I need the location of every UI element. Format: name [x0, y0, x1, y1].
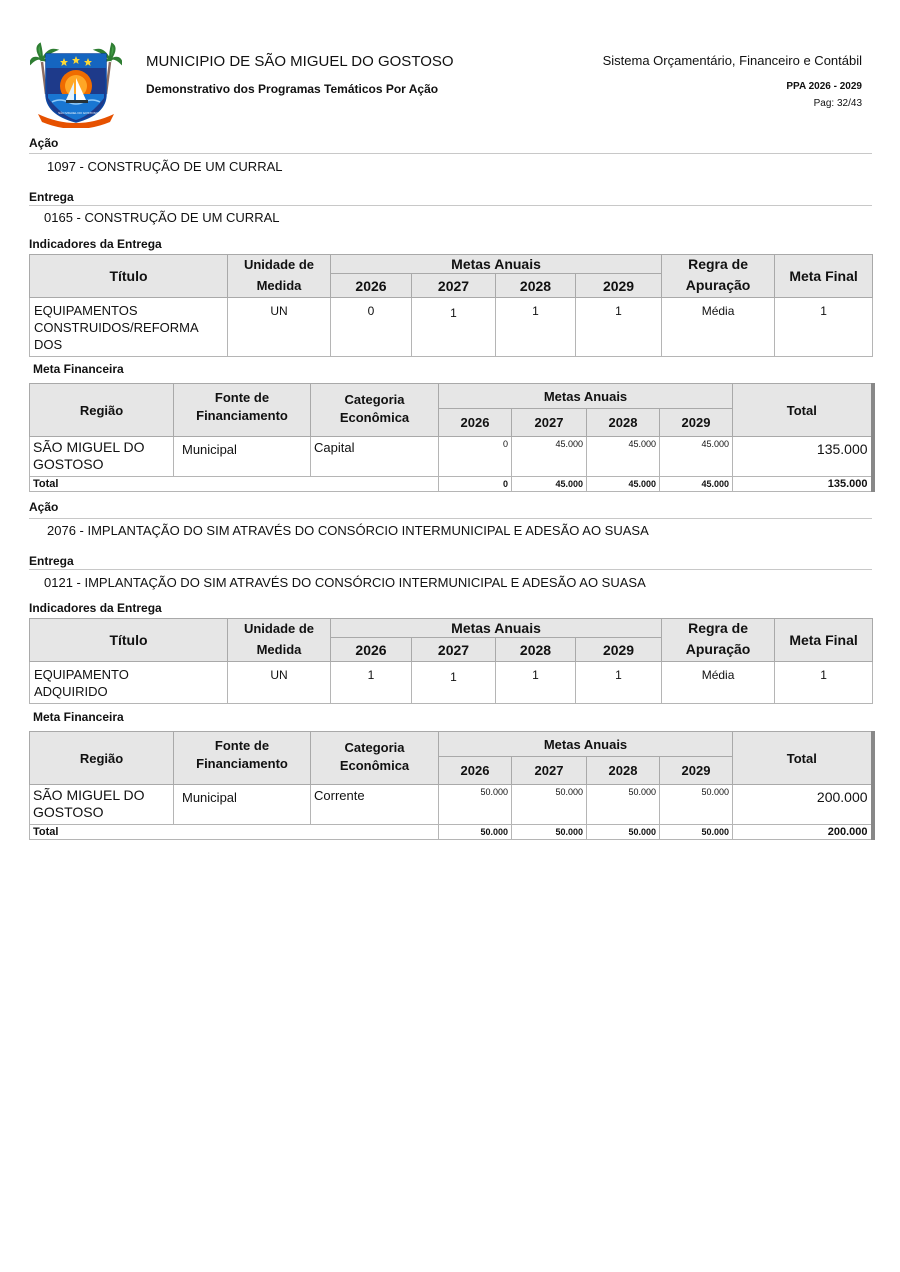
col-year-2026: 2026 — [331, 638, 412, 662]
totals-label: Total — [30, 825, 439, 840]
totals-2029: 45.000 — [660, 477, 733, 492]
table-row — [30, 785, 873, 825]
col-year-2026: 2026 — [439, 409, 512, 437]
finance-table — [29, 383, 875, 492]
col-metas-anuais: Metas Anuais — [331, 255, 662, 274]
col-year-2026: 2026 — [439, 757, 512, 785]
indicadores-label: Indicadores da Entrega — [29, 237, 162, 251]
col-year-2028: 2028 — [496, 638, 576, 662]
col-fonte-l1: Fonte de — [214, 390, 270, 405]
regiao-line: GOSTOSO — [33, 804, 104, 820]
col-total: Total — [733, 732, 873, 785]
titulo-line: DOS — [34, 337, 63, 352]
indicator-meta-2026: 1 — [331, 662, 412, 704]
totals-total: 135.000 — [733, 477, 873, 492]
totals-2028: 50.000 — [587, 825, 660, 840]
totals-2028: 45.000 — [587, 477, 660, 492]
divider — [29, 153, 872, 154]
entrega-label: Entrega — [29, 554, 74, 568]
finance-value-2029: 50.000 — [660, 785, 733, 825]
col-year-2027: 2027 — [512, 757, 587, 785]
totals-row — [30, 825, 873, 840]
indicator-titulo — [30, 662, 228, 704]
entrega-value: 0165 - CONSTRUÇÃO DE UM CURRAL — [44, 210, 280, 225]
titulo-line: EQUIPAMENTO — [34, 667, 129, 682]
municipal-seal-logo — [30, 42, 122, 128]
col-regiao: Região — [30, 384, 174, 437]
col-categoria — [311, 384, 439, 437]
acao-value: 1097 - CONSTRUÇÃO DE UM CURRAL — [47, 159, 283, 174]
finance-value-2026: 0 — [439, 437, 512, 477]
finance-total: 200.000 — [733, 785, 873, 825]
entrega-label: Entrega — [29, 190, 74, 204]
finance-value-2028: 50.000 — [587, 785, 660, 825]
finance-categoria: Corrente — [311, 785, 439, 825]
indicator-meta-final: 1 — [775, 662, 873, 704]
col-categoria-l2: Econômica — [339, 410, 410, 425]
acao-value: 2076 - IMPLANTAÇÃO DO SIM ATRAVÉS DO CONSÓRCIO INTERMUNICIPAL E ADESÃO AO SUASA — [47, 523, 649, 538]
indicator-meta-2029: 1 — [576, 662, 662, 704]
col-meta-final: Meta Final — [775, 255, 873, 298]
finance-categoria: Capital — [311, 437, 439, 477]
report-title: Demonstrativo dos Programas Temáticos Por Ação — [146, 82, 439, 96]
indicator-unidade: UN — [228, 298, 331, 357]
municipality-name: MUNICIPIO DE SÃO MIGUEL DO GOSTOSO — [146, 53, 454, 70]
indicator-meta-2028: 1 — [496, 298, 576, 357]
indicator-meta-2027: 1 — [412, 662, 496, 704]
finance-total: 135.000 — [733, 437, 873, 477]
finance-table — [29, 731, 875, 840]
ppa-period: PPA 2026 - 2029 — [786, 81, 862, 92]
acao-label: Ação — [29, 136, 59, 150]
col-fonte — [174, 732, 311, 785]
totals-2027: 50.000 — [512, 825, 587, 840]
col-regra-l2: Apuração — [662, 274, 775, 298]
finance-fonte: Municipal — [174, 437, 311, 477]
finance-value-2027: 45.000 — [512, 437, 587, 477]
col-year-2028: 2028 — [496, 274, 576, 298]
col-fonte-l2: Financiamento — [196, 408, 288, 423]
entrega-value: 0121 - IMPLANTAÇÃO DO SIM ATRAVÉS DO CONSÓRCIO INTERMUNICIPAL E ADESÃO AO SUASA — [44, 575, 646, 590]
totals-2029: 50.000 — [660, 825, 733, 840]
table-row — [30, 662, 873, 704]
table-row — [30, 298, 873, 357]
col-metas-anuais: Metas Anuais — [439, 384, 733, 409]
finance-value-2026: 50.000 — [439, 785, 512, 825]
indicator-table — [29, 254, 873, 357]
col-regra-l1: Regra de — [662, 619, 775, 638]
system-name: Sistema Orçamentário, Financeiro e Contábil — [602, 53, 862, 68]
col-year-2026: 2026 — [331, 274, 412, 298]
indicator-meta-2028: 1 — [496, 662, 576, 704]
indicator-table — [29, 618, 873, 704]
col-year-2029: 2029 — [660, 409, 733, 437]
indicator-unidade: UN — [228, 662, 331, 704]
col-regra-l2: Apuração — [662, 638, 775, 662]
col-year-2027: 2027 — [412, 638, 496, 662]
titulo-line: ADQUIRIDO — [34, 684, 108, 699]
acao-label: Ação — [29, 500, 59, 514]
meta-financeira-label: Meta Financeira — [33, 362, 124, 376]
col-meta-final: Meta Final — [775, 619, 873, 662]
finance-value-2027: 50.000 — [512, 785, 587, 825]
meta-financeira-label: Meta Financeira — [33, 710, 124, 724]
col-regra-l1: Regra de — [662, 255, 775, 274]
col-titulo: Título — [30, 255, 228, 298]
finance-fonte: Municipal — [174, 785, 311, 825]
col-fonte-l2: Financiamento — [196, 756, 288, 771]
col-year-2028: 2028 — [587, 409, 660, 437]
col-categoria-l2: Econômica — [339, 758, 410, 773]
col-titulo: Título — [30, 619, 228, 662]
regiao-line: SÃO MIGUEL DO — [33, 787, 145, 803]
regiao-line: SÃO MIGUEL DO — [33, 439, 145, 455]
col-regiao: Região — [30, 732, 174, 785]
col-unidade-l2: Medida — [228, 274, 331, 298]
col-unidade-l1: Unidade de — [228, 619, 331, 638]
titulo-line: CONSTRUIDOS/REFORMA — [34, 320, 199, 335]
totals-2027: 45.000 — [512, 477, 587, 492]
col-total: Total — [733, 384, 873, 437]
divider — [29, 205, 872, 206]
finance-regiao — [30, 785, 174, 825]
totals-total: 200.000 — [733, 825, 873, 840]
finance-value-2029: 45.000 — [660, 437, 733, 477]
finance-regiao — [30, 437, 174, 477]
col-year-2029: 2029 — [576, 274, 662, 298]
table-row — [30, 437, 873, 477]
col-fonte-l1: Fonte de — [214, 738, 270, 753]
totals-2026: 0 — [439, 477, 512, 492]
divider — [29, 518, 872, 519]
col-categoria-l1: Categoria — [344, 392, 405, 407]
indicadores-label: Indicadores da Entrega — [29, 601, 162, 615]
col-year-2029: 2029 — [660, 757, 733, 785]
totals-label: Total — [30, 477, 439, 492]
indicator-meta-final: 1 — [775, 298, 873, 357]
col-year-2028: 2028 — [587, 757, 660, 785]
col-categoria-l1: Categoria — [344, 740, 405, 755]
totals-row — [30, 477, 873, 492]
titulo-line: EQUIPAMENTOS — [34, 303, 138, 318]
finance-value-2028: 45.000 — [587, 437, 660, 477]
col-unidade-l1: Unidade de — [228, 255, 331, 274]
indicator-regra: Média — [662, 298, 775, 357]
col-unidade-l2: Medida — [228, 638, 331, 662]
seal-text: SÃO MIGUEL DO GOSTOSO — [58, 111, 98, 115]
col-year-2027: 2027 — [512, 409, 587, 437]
col-metas-anuais: Metas Anuais — [439, 732, 733, 757]
indicator-regra: Média — [662, 662, 775, 704]
totals-2026: 50.000 — [439, 825, 512, 840]
indicator-meta-2026: 0 — [331, 298, 412, 357]
indicator-titulo — [30, 298, 228, 357]
page-number: Pag: 32/43 — [813, 98, 862, 109]
regiao-line: GOSTOSO — [33, 456, 104, 472]
col-year-2029: 2029 — [576, 638, 662, 662]
col-fonte — [174, 384, 311, 437]
indicator-meta-2029: 1 — [576, 298, 662, 357]
col-metas-anuais: Metas Anuais — [331, 619, 662, 638]
divider — [29, 569, 872, 570]
col-year-2027: 2027 — [412, 274, 496, 298]
col-categoria — [311, 732, 439, 785]
indicator-meta-2027: 1 — [412, 298, 496, 357]
